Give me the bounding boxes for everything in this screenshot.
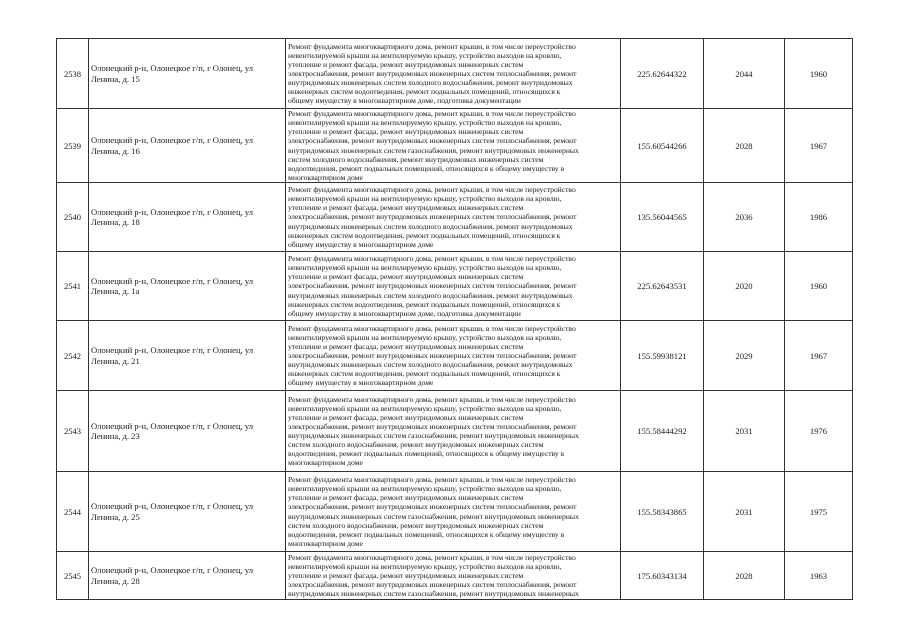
address-cell: Олонецкий р-н, Олонецкое г/п, г Олонец, ул Ленина, д. 25 xyxy=(89,472,286,552)
works-line: Ремонт фундамента многоквартирного дома, ремонт крыши, в том числе переустройство xyxy=(288,323,576,333)
works-line: систем холодного водоснабжения, ремонт внутридомовых инженерных систем xyxy=(288,154,544,164)
cost-cell: 155.60544266 xyxy=(621,109,704,183)
works-line: Ремонт фундамента многоквартирного дома, ремонт крыши, в том числе переустройство xyxy=(288,475,576,485)
works-cell xyxy=(286,39,621,109)
row-number: 2545 xyxy=(57,552,89,600)
table-row xyxy=(57,183,853,252)
works-line: Ремонт фундамента многоквартирного дома, ремонт крыши, в том числе переустройство xyxy=(288,109,576,119)
works-line: утепление и ремонт фасада, ремонт внутридомовых инженерных систем xyxy=(288,493,524,503)
works-line: инженерных систем водоотведения, ремонт подвальных помещений, относящихся к xyxy=(288,230,561,240)
works-line: внутридомовых инженерных систем холодного водоснабжения, ремонт внутридомовых xyxy=(288,78,573,88)
table-row xyxy=(57,391,853,472)
repair-year-cell: 2029 xyxy=(704,321,785,391)
works-line: внутридомовых инженерных систем газоснабжения, ремонт внутридомовых инженерных xyxy=(288,145,579,155)
works-line: невентилируемой крыши на вентилируемую крышу, устройство выходов на кровлю, xyxy=(288,484,562,494)
works-line: внутридомовых инженерных систем холодного водоснабжения, ремонт внутридомовых xyxy=(288,290,573,300)
cost-cell: 225.62644322 xyxy=(621,39,704,109)
repair-year-cell: 2031 xyxy=(704,472,785,552)
cost-cell: 135.56044565 xyxy=(621,183,704,252)
repair-year-cell: 2028 xyxy=(704,109,785,183)
works-line: Ремонт фундамента многоквартирного дома, ремонт крыши, в том числе переустройство xyxy=(288,254,576,264)
works-line: Ремонт фундамента многоквартирного дома, ремонт крыши, в том числе переустройство xyxy=(288,185,576,195)
repair-year-cell: 2020 xyxy=(704,252,785,321)
built-year-cell: 1960 xyxy=(785,39,853,109)
works-line: утепление и ремонт фасада, ремонт внутридомовых инженерных систем xyxy=(288,203,524,213)
works-line: общему имуществу в многоквартирном доме xyxy=(288,239,434,249)
table-row xyxy=(57,321,853,391)
built-year-cell: 1967 xyxy=(785,321,853,391)
works-line: внутридомовых инженерных систем газоснабжения, ремонт внутридомовых инженерных xyxy=(288,511,579,521)
table-body xyxy=(57,39,853,600)
row-number: 2543 xyxy=(57,391,89,472)
works-line: невентилируемой крыши на вентилируемую крышу, устройство выходов на кровлю, xyxy=(288,118,562,128)
works-line: внутридомовых инженерных систем газоснабжения, ремонт внутридомовых инженерных xyxy=(288,431,579,440)
cost-cell: 225.62643531 xyxy=(621,252,704,321)
works-line: невентилируемой крыши на вентилируемую крышу, устройство выходов на кровлю, xyxy=(288,263,562,273)
works-line: утепление и ремонт фасада, ремонт внутридомовых инженерных систем xyxy=(288,341,524,351)
works-line: невентилируемой крыши на вентилируемую крышу, устройство выходов на кровлю, xyxy=(288,403,562,413)
address-cell: Олонецкий р-н, Олонецкое г/п, г Олонец, ул Ленина, д. 21 xyxy=(89,321,286,391)
cost-cell: 155.58444292 xyxy=(621,391,704,472)
built-year-cell: 1963 xyxy=(785,552,853,600)
table-row xyxy=(57,552,853,600)
works-line: Ремонт фундамента многоквартирного дома, ремонт крыши, в том числе переустройство xyxy=(288,41,576,51)
works-cell xyxy=(286,472,621,552)
table-row xyxy=(57,109,853,183)
works-line: утепление и ремонт фасада, ремонт внутридомовых инженерных систем xyxy=(288,570,524,580)
built-year-cell: 1960 xyxy=(785,252,853,321)
address-cell: Олонецкий р-н, Олонецкое г/п, г Олонец, ул Ленина, д. 15 xyxy=(89,39,286,109)
cost-cell: 155.59938121 xyxy=(621,321,704,391)
works-line: электроснабжения, ремонт внутридомовых инженерных систем теплоснабжения, ремонт xyxy=(288,281,577,291)
repair-year-cell: 2031 xyxy=(704,391,785,472)
works-line: общему имуществу в многоквартирном доме xyxy=(288,378,434,388)
works-line: невентилируемой крыши на вентилируемую крышу, устройство выходов на кровлю, xyxy=(288,332,562,342)
works-line: внутридомовых инженерных систем холодного водоснабжения, ремонт внутридомовых xyxy=(288,360,573,370)
works-line: систем холодного водоснабжения, ремонт внутридомовых инженерных систем xyxy=(288,520,544,530)
works-cell xyxy=(286,552,621,600)
row-number: 2539 xyxy=(57,109,89,183)
works-line: электроснабжения, ремонт внутридомовых инженерных систем теплоснабжения, ремонт xyxy=(288,212,577,222)
repair-year-cell: 2036 xyxy=(704,183,785,252)
table-row xyxy=(57,39,853,109)
works-line: электроснабжения, ремонт внутридомовых инженерных систем теплоснабжения, ремонт xyxy=(288,580,577,590)
works-line: утепление и ремонт фасада, ремонт внутридомовых инженерных систем xyxy=(288,59,524,69)
works-line: инженерных систем водоотведения, ремонт подвальных помещений, относящихся к xyxy=(288,87,561,97)
works-line: утепление и ремонт фасада, ремонт внутридомовых инженерных систем xyxy=(288,127,524,137)
works-line: электроснабжения, ремонт внутридомовых инженерных систем теплоснабжения, ремонт xyxy=(288,350,577,360)
repair-year-cell: 2028 xyxy=(704,552,785,600)
works-line: невентилируемой крыши на вентилируемую крышу, устройство выходов на кровлю, xyxy=(288,561,562,571)
works-line: невентилируемой крыши на вентилируемую крышу, устройство выходов на кровлю, xyxy=(288,194,562,204)
works-line: многоквартирном доме xyxy=(288,458,363,468)
built-year-cell: 1976 xyxy=(785,391,853,472)
works-line: электроснабжения, ремонт внутридомовых инженерных систем теплоснабжения, ремонт xyxy=(288,136,577,146)
cost-cell: 155.58343865 xyxy=(621,472,704,552)
works-line: внутридомовых инженерных систем газоснабжения, ремонт внутридомовых инженерных xyxy=(288,589,579,599)
works-cell xyxy=(286,109,621,183)
works-line: общему имуществу в многоквартирном доме, подготовка документации xyxy=(288,96,521,106)
works-line: многоквартирном доме xyxy=(288,172,363,182)
address-cell: Олонецкий р-н, Олонецкое г/п, г Олонец, ул Ленина, д. 23 xyxy=(89,391,286,472)
row-number: 2544 xyxy=(57,472,89,552)
cost-cell: 175.60343134 xyxy=(621,552,704,600)
address-cell: Олонецкий р-н, Олонецкое г/п, г Олонец, ул Ленина, д. 18 xyxy=(89,183,286,252)
works-line: утепление и ремонт фасада, ремонт внутридомовых инженерных систем xyxy=(288,272,524,282)
works-line: инженерных систем водоотведения, ремонт подвальных помещений, относящихся к xyxy=(288,299,561,309)
repair-year-cell: 2044 xyxy=(704,39,785,109)
built-year-cell: 1986 xyxy=(785,183,853,252)
works-line: электроснабжения, ремонт внутридомовых инженерных систем теплоснабжения, ремонт xyxy=(288,502,577,512)
works-line: общему имуществу в многоквартирном доме, подготовка документации xyxy=(288,308,521,318)
works-line: внутридомовых инженерных систем холодного водоснабжения, ремонт внутридомовых xyxy=(288,221,573,231)
address-cell: Олонецкий р-н, Олонецкое г/п, г Олонец, ул Ленина, д. 16 xyxy=(89,109,286,183)
works-line: электроснабжения, ремонт внутридомовых инженерных систем теплоснабжения, ремонт xyxy=(288,68,577,78)
row-number: 2542 xyxy=(57,321,89,391)
works-line: систем холодного водоснабжения, ремонт внутридомовых инженерных систем xyxy=(288,440,544,450)
row-number: 2540 xyxy=(57,183,89,252)
works-line: Ремонт фундамента многоквартирного дома, ремонт крыши, в том числе переустройство xyxy=(288,394,576,404)
works-line: Ремонт фундамента многоквартирного дома, ремонт крыши, в том числе переустройство xyxy=(288,552,576,562)
address-cell: Олонецкий р-н, Олонецкое г/п, г Олонец, ул Ленина, д. 28 xyxy=(89,552,286,600)
row-number: 2541 xyxy=(57,252,89,321)
works-line: водоотведения, ремонт подвальных помещений, относящихся к общему имуществу в xyxy=(288,163,565,173)
table-row xyxy=(57,252,853,321)
built-year-cell: 1967 xyxy=(785,109,853,183)
address-cell: Олонецкий р-н, Олонецкое г/п, г Олонец, ул Ленина, д. 1а xyxy=(89,252,286,321)
works-cell xyxy=(286,391,621,472)
capital-repair-table xyxy=(56,38,853,600)
works-cell xyxy=(286,321,621,391)
built-year-cell: 1975 xyxy=(785,472,853,552)
row-number: 2538 xyxy=(57,39,89,109)
works-cell xyxy=(286,183,621,252)
works-line: электроснабжения, ремонт внутридомовых инженерных систем теплоснабжения, ремонт xyxy=(288,421,577,431)
works-line: инженерных систем водоотведения, ремонт подвальных помещений, относящихся к xyxy=(288,369,561,379)
works-line: многоквартирном доме xyxy=(288,538,363,548)
works-line: невентилируемой крыши на вентилируемую крышу, устройство выходов на кровлю, xyxy=(288,50,562,60)
table-row xyxy=(57,472,853,552)
works-line: водоотведения, ремонт подвальных помещений, относящихся к общему имуществу в xyxy=(288,449,565,459)
works-line: утепление и ремонт фасада, ремонт внутридомовых инженерных систем xyxy=(288,412,524,422)
works-cell xyxy=(286,252,621,321)
works-line: водоотведения, ремонт подвальных помещений, относящихся к общему имуществу в xyxy=(288,529,565,539)
